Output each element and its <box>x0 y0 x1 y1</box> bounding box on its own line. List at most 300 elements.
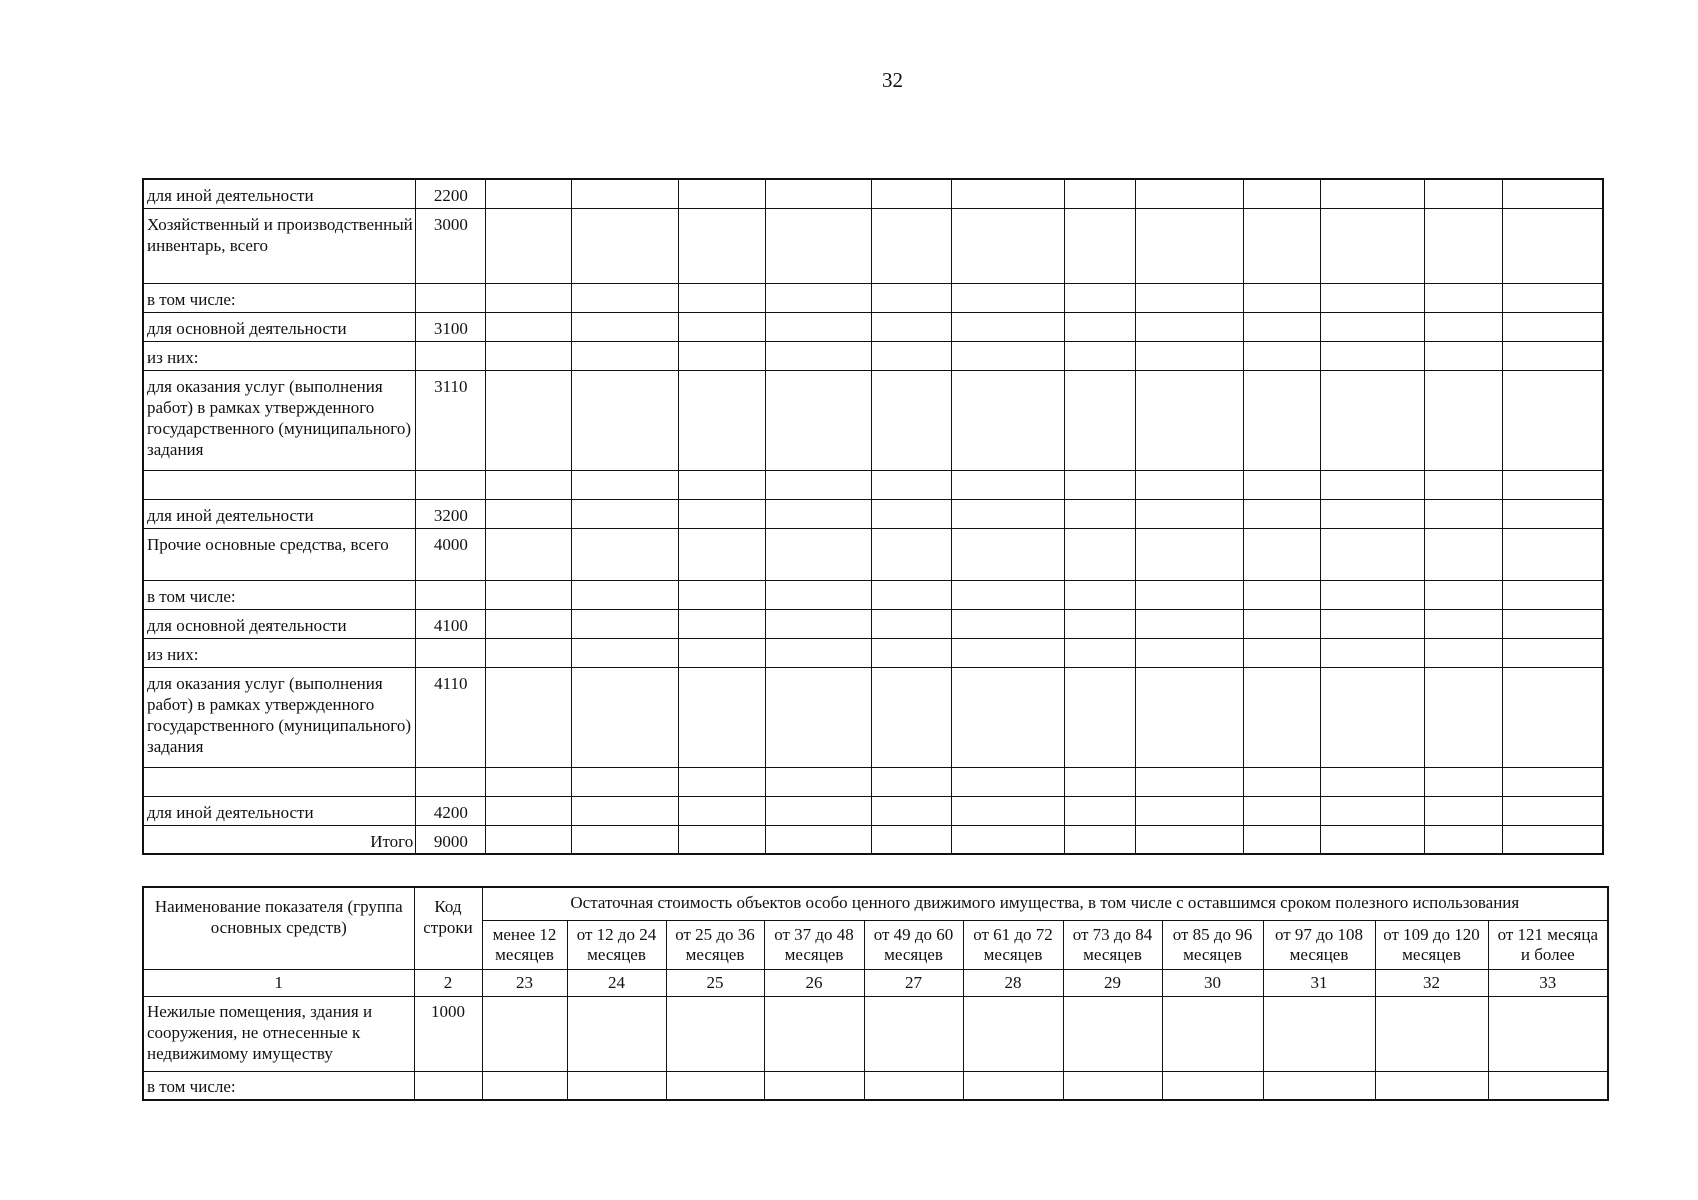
row-code-cell <box>416 767 486 796</box>
value-cell <box>486 825 571 854</box>
value-cell <box>766 283 872 312</box>
period-header-line: месяцев <box>1402 944 1461 964</box>
row-name-cell <box>143 767 416 796</box>
period-column-header <box>1375 920 1488 969</box>
value-cell <box>1263 996 1375 1071</box>
value-cell <box>486 312 571 341</box>
row-code-cell: 9000 <box>416 825 486 854</box>
value-cell <box>1136 179 1244 208</box>
row-code-cell: 3110 <box>416 370 486 470</box>
column-numbers-row <box>143 969 1608 996</box>
column-number-cell: 33 <box>1488 969 1608 996</box>
value-cell <box>571 638 678 667</box>
table-row <box>143 996 1608 1071</box>
value-cell <box>678 767 765 796</box>
page-number: 32 <box>882 68 903 92</box>
value-cell <box>1063 1071 1162 1100</box>
value-cell <box>678 528 765 580</box>
period-column-header <box>764 920 864 969</box>
column-number-cell: 31 <box>1263 969 1375 996</box>
value-cell <box>766 370 872 470</box>
column-header-residual-value: Остаточная стоимость объектов особо ценного движимого имущества, в том числе с оставшимся сроком полезного использования <box>482 887 1608 920</box>
value-cell <box>872 499 951 528</box>
value-cell <box>1503 499 1603 528</box>
value-cell <box>567 1071 666 1100</box>
value-cell <box>678 580 765 609</box>
value-cell <box>1244 796 1320 825</box>
value-cell <box>1244 638 1320 667</box>
value-cell <box>766 470 872 499</box>
value-cell <box>1136 528 1244 580</box>
value-cell <box>678 667 765 767</box>
value-cell <box>1136 499 1244 528</box>
column-number-cell: 32 <box>1375 969 1488 996</box>
value-cell <box>1503 208 1603 283</box>
value-cell <box>1320 796 1424 825</box>
value-cell <box>486 609 571 638</box>
value-cell <box>951 796 1064 825</box>
table-row <box>143 341 1603 370</box>
row-code-cell: 4000 <box>416 528 486 580</box>
period-header-line: месяцев <box>784 944 844 964</box>
value-cell <box>1136 283 1244 312</box>
value-cell <box>1136 580 1244 609</box>
value-cell <box>1064 796 1135 825</box>
value-cell <box>1503 370 1603 470</box>
value-cell <box>1136 208 1244 283</box>
value-cell <box>486 341 571 370</box>
value-cell <box>571 796 678 825</box>
value-cell <box>766 499 872 528</box>
value-cell <box>571 767 678 796</box>
period-column-header <box>482 920 567 969</box>
value-cell <box>766 341 872 370</box>
row-code-cell: 3000 <box>416 208 486 283</box>
value-cell <box>1375 996 1488 1071</box>
value-cell <box>1244 208 1320 283</box>
value-cell <box>486 528 571 580</box>
value-cell <box>486 499 571 528</box>
value-cell <box>764 1071 864 1100</box>
value-cell <box>1064 341 1135 370</box>
value-cell <box>1320 312 1424 341</box>
value-cell <box>1064 179 1135 208</box>
period-column-header <box>1063 920 1162 969</box>
row-name-cell: в том числе: <box>143 1071 414 1100</box>
table-row <box>143 667 1603 767</box>
value-cell <box>571 609 678 638</box>
value-cell <box>1320 580 1424 609</box>
value-cell <box>766 312 872 341</box>
row-name-cell: в том числе: <box>143 580 416 609</box>
value-cell <box>1424 609 1502 638</box>
value-cell <box>951 609 1064 638</box>
value-cell <box>1244 470 1320 499</box>
value-cell <box>571 825 678 854</box>
value-cell <box>766 208 872 283</box>
value-cell <box>1424 638 1502 667</box>
value-cell <box>766 179 872 208</box>
value-cell <box>1503 470 1603 499</box>
value-cell <box>486 638 571 667</box>
table-row <box>143 528 1603 580</box>
period-header-line: месяцев <box>685 944 745 964</box>
value-cell <box>1136 825 1244 854</box>
period-header-line: и более <box>1520 944 1575 964</box>
table-row <box>143 767 1603 796</box>
value-cell <box>951 179 1064 208</box>
table-row <box>143 580 1603 609</box>
period-column-header <box>666 920 764 969</box>
value-cell <box>963 1071 1063 1100</box>
value-cell <box>678 312 765 341</box>
value-cell <box>1320 499 1424 528</box>
value-cell <box>678 638 765 667</box>
column-number-cell: 29 <box>1063 969 1162 996</box>
value-cell <box>1136 470 1244 499</box>
value-cell <box>1320 283 1424 312</box>
value-cell <box>571 341 678 370</box>
value-cell <box>1064 528 1135 580</box>
value-cell <box>678 341 765 370</box>
table-row <box>143 208 1603 283</box>
column-number-cell: 28 <box>963 969 1063 996</box>
value-cell <box>678 179 765 208</box>
period-header-line: от 85 до 96 <box>1172 924 1253 944</box>
value-cell <box>864 996 963 1071</box>
row-name-cell: для основной деятельности <box>143 609 416 638</box>
value-cell <box>1064 208 1135 283</box>
value-cell <box>1064 499 1135 528</box>
column-header-code: Код строки <box>414 887 482 969</box>
row-name-cell: для основной деятельности <box>143 312 416 341</box>
value-cell <box>951 283 1064 312</box>
value-cell <box>1244 609 1320 638</box>
row-name-cell: в том числе: <box>143 283 416 312</box>
value-cell <box>872 208 951 283</box>
row-name-cell: Хозяйственный и производственный инвентарь, всего <box>143 208 416 283</box>
value-cell <box>951 638 1064 667</box>
period-header-line: от 61 до 72 <box>973 924 1053 944</box>
value-cell <box>951 470 1064 499</box>
value-cell <box>1064 609 1135 638</box>
value-cell <box>1136 312 1244 341</box>
row-code-cell <box>414 1071 482 1100</box>
table-row <box>143 283 1603 312</box>
value-cell <box>951 825 1064 854</box>
period-header-line: месяцев <box>1183 944 1242 964</box>
period-header-line: месяцев <box>495 944 554 964</box>
value-cell <box>1320 825 1424 854</box>
value-cell <box>951 312 1064 341</box>
value-cell <box>1320 470 1424 499</box>
column-number-cell: 27 <box>864 969 963 996</box>
value-cell <box>571 528 678 580</box>
period-column-header <box>963 920 1063 969</box>
table-row <box>143 609 1603 638</box>
value-cell <box>872 767 951 796</box>
table-row <box>143 796 1603 825</box>
value-cell <box>1488 1071 1608 1100</box>
value-cell <box>766 638 872 667</box>
value-cell <box>1503 767 1603 796</box>
value-cell <box>486 179 571 208</box>
value-cell <box>678 470 765 499</box>
period-header-line: от 73 до 84 <box>1072 924 1153 944</box>
value-cell <box>872 528 951 580</box>
row-name-cell: Нежилые помещения, здания и сооружения, не отнесенные к недвижимому имуществу <box>143 996 414 1071</box>
value-cell <box>666 996 764 1071</box>
value-cell <box>872 179 951 208</box>
period-header-line: от 49 до 60 <box>873 924 954 944</box>
value-cell <box>1244 283 1320 312</box>
column-number-cell: 25 <box>666 969 764 996</box>
value-cell <box>1424 796 1502 825</box>
value-cell <box>766 825 872 854</box>
value-cell <box>766 580 872 609</box>
value-cell <box>1424 283 1502 312</box>
value-cell <box>486 667 571 767</box>
value-cell <box>872 580 951 609</box>
value-cell <box>1503 283 1603 312</box>
row-name-cell: из них: <box>143 638 416 667</box>
value-cell <box>872 667 951 767</box>
row-name-cell: для оказания услуг (выполнения работ) в рамках утвержденного государственного (муниципального) задания <box>143 370 416 470</box>
value-cell <box>951 499 1064 528</box>
value-cell <box>567 996 666 1071</box>
value-cell <box>1503 796 1603 825</box>
period-column-header <box>567 920 666 969</box>
value-cell <box>486 283 571 312</box>
value-cell <box>766 796 872 825</box>
value-cell <box>571 470 678 499</box>
header-row <box>143 887 1608 920</box>
value-cell <box>1244 370 1320 470</box>
value-cell <box>1136 767 1244 796</box>
value-cell <box>678 208 765 283</box>
column-number-cell: 23 <box>482 969 567 996</box>
value-cell <box>872 609 951 638</box>
value-cell <box>1503 341 1603 370</box>
value-cell <box>1162 996 1263 1071</box>
value-cell <box>1320 528 1424 580</box>
value-cell <box>1424 312 1502 341</box>
fixed-assets-table-bottom <box>142 886 1609 1101</box>
value-cell <box>1244 499 1320 528</box>
period-header-line: месяцев <box>1289 944 1349 964</box>
value-cell <box>571 499 678 528</box>
value-cell <box>1503 609 1603 638</box>
value-cell <box>1064 767 1135 796</box>
value-cell <box>1424 667 1502 767</box>
value-cell <box>764 996 864 1071</box>
table-row <box>143 179 1603 208</box>
column-header-name: Наименование показателя (группа основных средств) <box>143 887 414 969</box>
value-cell <box>678 499 765 528</box>
value-cell <box>1424 208 1502 283</box>
period-column-header <box>1263 920 1375 969</box>
value-cell <box>1136 370 1244 470</box>
row-code-cell: 2200 <box>416 179 486 208</box>
row-code-cell: 1000 <box>414 996 482 1071</box>
value-cell <box>951 370 1064 470</box>
table-row <box>143 638 1603 667</box>
period-header-line: месяцев <box>1083 944 1142 964</box>
value-cell <box>951 667 1064 767</box>
value-cell <box>486 767 571 796</box>
value-cell <box>1320 767 1424 796</box>
value-cell <box>666 1071 764 1100</box>
value-cell <box>1503 580 1603 609</box>
value-cell <box>1162 1071 1263 1100</box>
value-cell <box>1136 796 1244 825</box>
column-number-cell: 2 <box>414 969 482 996</box>
value-cell <box>1064 667 1135 767</box>
value-cell <box>1424 528 1502 580</box>
value-cell <box>951 528 1064 580</box>
value-cell <box>1244 580 1320 609</box>
fixed-assets-table-top <box>142 178 1604 855</box>
table-row <box>143 470 1603 499</box>
row-code-cell <box>416 341 486 370</box>
value-cell <box>766 528 872 580</box>
value-cell <box>766 609 872 638</box>
period-column-header <box>1162 920 1263 969</box>
value-cell <box>1320 179 1424 208</box>
value-cell <box>872 470 951 499</box>
value-cell <box>1244 312 1320 341</box>
value-cell <box>1375 1071 1488 1100</box>
table-row <box>143 825 1603 854</box>
table-row <box>143 370 1603 470</box>
value-cell <box>872 796 951 825</box>
value-cell <box>1320 208 1424 283</box>
value-cell <box>1320 638 1424 667</box>
value-cell <box>1064 825 1135 854</box>
table-row <box>143 1071 1608 1100</box>
value-cell <box>1136 638 1244 667</box>
value-cell <box>1136 341 1244 370</box>
row-code-cell: 4100 <box>416 609 486 638</box>
value-cell <box>486 580 571 609</box>
value-cell <box>571 580 678 609</box>
value-cell <box>486 370 571 470</box>
value-cell <box>486 470 571 499</box>
row-code-cell: 4200 <box>416 796 486 825</box>
value-cell <box>1244 767 1320 796</box>
column-number-cell: 1 <box>143 969 414 996</box>
value-cell <box>872 370 951 470</box>
value-cell <box>872 638 951 667</box>
value-cell <box>951 767 1064 796</box>
row-code-cell <box>416 283 486 312</box>
value-cell <box>571 208 678 283</box>
value-cell <box>1064 283 1135 312</box>
value-cell <box>1424 341 1502 370</box>
row-code-cell <box>416 470 486 499</box>
value-cell <box>571 312 678 341</box>
row-name-cell: для оказания услуг (выполнения работ) в рамках утвержденного государственного (муниципального) задания <box>143 667 416 767</box>
row-name-cell <box>143 470 416 499</box>
value-cell <box>1424 767 1502 796</box>
value-cell <box>1263 1071 1375 1100</box>
value-cell <box>1244 667 1320 767</box>
value-cell <box>1064 312 1135 341</box>
row-code-cell: 3200 <box>416 499 486 528</box>
value-cell <box>1424 825 1502 854</box>
period-header-line: от 121 месяца <box>1497 924 1599 944</box>
value-cell <box>864 1071 963 1100</box>
value-cell <box>571 179 678 208</box>
period-column-header <box>1488 920 1608 969</box>
period-header-line: от 109 до 120 <box>1383 924 1480 944</box>
value-cell <box>1244 825 1320 854</box>
value-cell <box>1424 370 1502 470</box>
value-cell <box>1424 179 1502 208</box>
value-cell <box>1424 470 1502 499</box>
value-cell <box>1136 609 1244 638</box>
value-cell <box>571 667 678 767</box>
value-cell <box>571 283 678 312</box>
value-cell <box>1063 996 1162 1071</box>
period-header-line: от 97 до 108 <box>1274 924 1364 944</box>
value-cell <box>1064 470 1135 499</box>
value-cell <box>1320 609 1424 638</box>
value-cell <box>1244 179 1320 208</box>
value-cell <box>1320 370 1424 470</box>
value-cell <box>872 312 951 341</box>
value-cell <box>1064 580 1135 609</box>
column-number-cell: 30 <box>1162 969 1263 996</box>
row-code-cell <box>416 638 486 667</box>
value-cell <box>678 370 765 470</box>
value-cell <box>482 1071 567 1100</box>
table-row <box>143 312 1603 341</box>
value-cell <box>1488 996 1608 1071</box>
value-cell <box>872 341 951 370</box>
column-number-cell: 24 <box>567 969 666 996</box>
value-cell <box>1244 341 1320 370</box>
value-cell <box>1424 580 1502 609</box>
table-row <box>143 499 1603 528</box>
value-cell <box>872 283 951 312</box>
value-cell <box>951 580 1064 609</box>
value-cell <box>963 996 1063 1071</box>
value-cell <box>571 370 678 470</box>
value-cell <box>1424 499 1502 528</box>
row-name-cell: из них: <box>143 341 416 370</box>
period-header-line: менее 12 <box>492 924 557 944</box>
value-cell <box>872 825 951 854</box>
value-cell <box>1503 312 1603 341</box>
row-code-cell <box>416 580 486 609</box>
value-cell <box>1064 638 1135 667</box>
value-cell <box>1503 825 1603 854</box>
period-header-line: от 37 до 48 <box>774 924 854 944</box>
value-cell <box>486 796 571 825</box>
value-cell <box>1320 667 1424 767</box>
value-cell <box>678 796 765 825</box>
row-name-cell: Прочие основные средства, всего <box>143 528 416 580</box>
value-cell <box>678 825 765 854</box>
value-cell <box>678 609 765 638</box>
period-header-line: от 12 до 24 <box>576 924 657 944</box>
value-cell <box>1136 667 1244 767</box>
value-cell <box>1244 528 1320 580</box>
value-cell <box>766 667 872 767</box>
value-cell <box>1503 667 1603 767</box>
value-cell <box>1320 341 1424 370</box>
